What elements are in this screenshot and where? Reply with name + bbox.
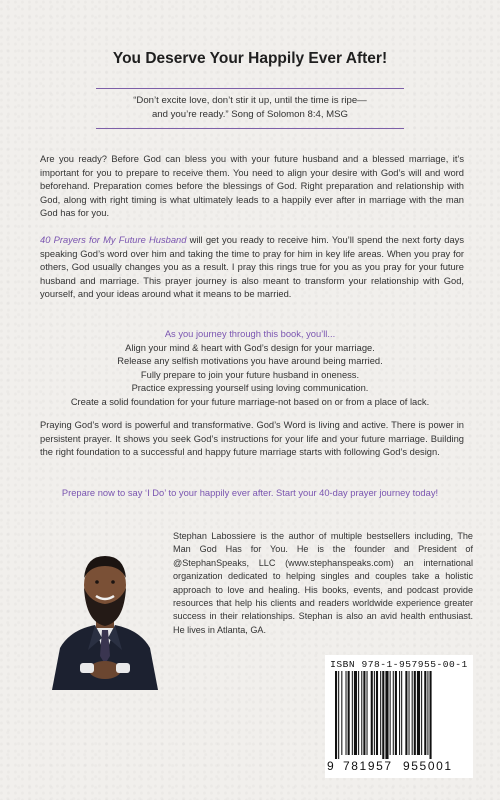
barcode-bar (352, 671, 353, 755)
scripture-quote (96, 88, 404, 129)
barcode-bar (405, 671, 407, 755)
barcode-bar (430, 671, 432, 759)
book-description-paragraph (40, 234, 464, 302)
barcode-bar (335, 671, 337, 759)
barcode-bar (348, 671, 350, 755)
barcode-bar (382, 671, 384, 759)
barcode-bar (363, 671, 365, 755)
barcode-bar (421, 671, 422, 755)
author-bio: Stephan Labossiere is the author of multiple bestsellers including, The Man God Has for You. He is the founder and President of @StephanSpeaks, LLC (www.stephanspeaks.com) an international organization dedicated to helping singles and couples take a holistic approach to love and healing. His books, events, and podcast provide resources that help his clients and readers worldwide experience greater success in their relationships. Stephan is also an avid health enthusiast. He lives in Atlanta, GA. (173, 531, 473, 635)
isbn-barcode (325, 655, 473, 778)
call-to-action: Prepare now to say ‘I Do’ to your happily ever after. Start your 40-day prayer journey today! (61, 488, 439, 498)
intro-paragraph: Are you ready? Before God can bless you with your future husband and a blessed marriage, it’s important for you to prepare to receive them. You need to align your desire with God’s will and word beforehand. Preparation comes before the blessings of God. Right preparation and relationship with God, along with right timing is what ultimately leads to a happily ever after in marriage with the man God has for you. (40, 154, 464, 219)
journey-item: Align your mind & heart with God’s design for your marriage. (125, 342, 375, 353)
journey-list (20, 328, 480, 410)
journey-item: Practice expressing yourself using loving communication. (131, 383, 369, 394)
barcode-bar (374, 671, 375, 755)
barcode-bar (390, 671, 391, 755)
barcode-bar (367, 671, 368, 755)
barcode-bar (414, 671, 416, 755)
barcode-bar (395, 671, 397, 755)
journey-item: Create a solid foundation for your future marriage-not based on or from a place of lack. (70, 396, 430, 407)
barcode-bar (358, 671, 359, 755)
barcode-bar (427, 671, 428, 755)
isbn-label: ISBN 978-1-957955-00-1 (330, 659, 468, 670)
quote-line-2: and you’re ready.” Song of Solomon 8:4, MSG (151, 109, 349, 120)
closing-paragraph: Praying God’s word is powerful and transformative. God’s Word is living and active. There is power in persistent prayer. It shows you seek God’s instructions for your life and your future marriage. Building the right foundation to a successful and happy future marriage starts with following God’s design. (40, 420, 464, 458)
barcode-bars (331, 671, 467, 759)
journey-item: Release any selfish motivations you have around being married. (117, 356, 383, 367)
book-title-mention: 40 Prayers for My Future Husband (40, 235, 187, 245)
barcode-bar (376, 671, 378, 755)
barcode-bar (409, 671, 410, 755)
barcode-bar (385, 671, 388, 759)
barcode-bar (401, 671, 402, 755)
barcode-bar (354, 671, 357, 755)
barcode-bar (412, 671, 413, 755)
barcode-digits-group-2: 955001 (403, 759, 453, 773)
barcode-bar (341, 671, 342, 755)
barcode-bar (393, 671, 394, 755)
barcode-bar (361, 671, 362, 755)
journey-item: Fully prepare to join your future husband in oneness. (140, 369, 360, 380)
barcode-bar (338, 671, 339, 759)
barcode-bar (424, 671, 426, 755)
quote-line-1: “Don’t excite love, don’t stir it up, until the time is ripe— (133, 95, 367, 106)
barcode-bar (371, 671, 373, 755)
barcode-bar (399, 671, 400, 755)
barcode-bar (380, 671, 381, 755)
barcode-bar (346, 671, 347, 755)
book-description-text: will get you ready to receive him. You’ll spend the next forty days speaking God’s word over him and taking the time to pray for him in key life areas. When you pray for others, God usually changes you as a result. I pray this rings true for you as you pray for your future husband and marriage. This prayer journey is also meant to transform your relationship with God, yourself, and your ideas around what it means to be married. (40, 235, 464, 300)
barcode-digits-group-1: 781957 (343, 759, 393, 773)
cover-title: You Deserve Your Happily Ever After! (112, 50, 388, 67)
barcode-digit-lead: 9 (327, 759, 336, 773)
barcode-bar (417, 671, 420, 755)
journey-intro: As you journey through this book, you’ll... (164, 329, 336, 339)
author-photo (40, 530, 170, 690)
